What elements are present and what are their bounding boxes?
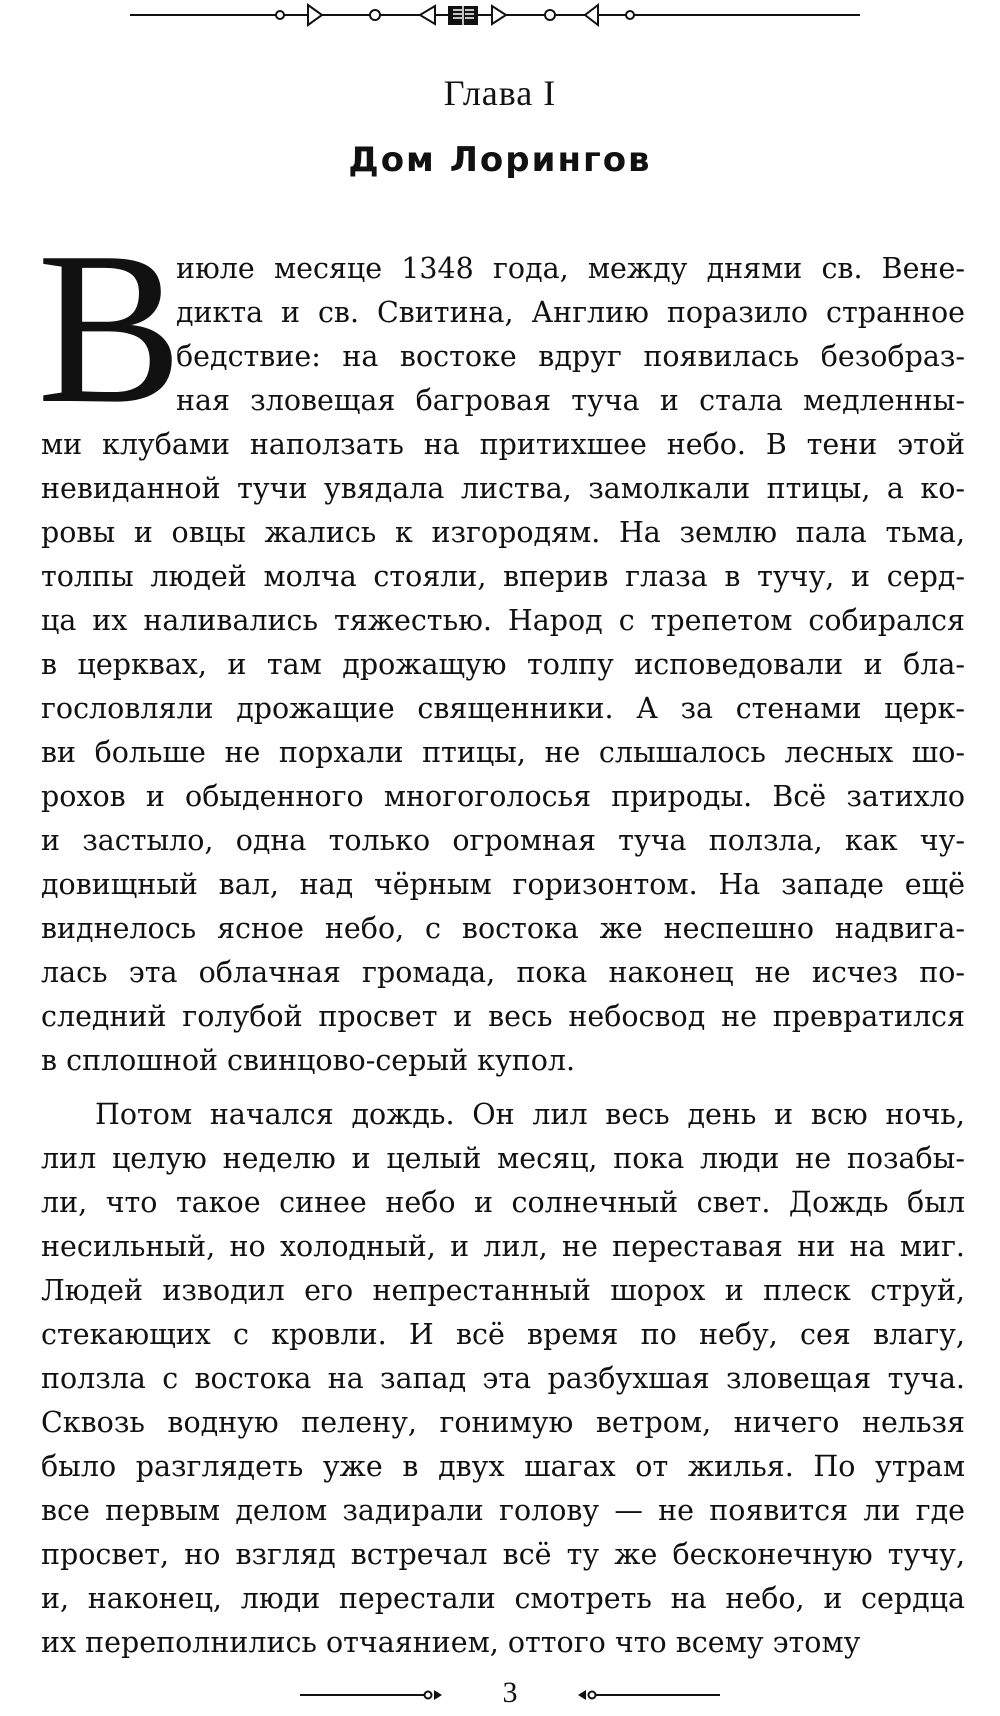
text-line: дикта и св. Свитина, Англию поразило странное <box>176 296 965 329</box>
page-number: 3 <box>502 1676 518 1709</box>
text-line: ли, что такое синее небо и солнечный свет. Дождь был <box>41 1186 965 1219</box>
text-line: лась эта облачная громада, пока наконец не исчез по- <box>41 956 965 989</box>
text-line: ровы и овцы жались к изгородям. На землю пала тьма, <box>41 516 965 549</box>
text-line: ца их наливались тяжестью. Народ с трепетом собирался <box>41 604 965 637</box>
text-line: толпы людей молча стояли, вперив глаза в тучу, и серд- <box>41 560 965 593</box>
chapter-number: Глава I <box>443 73 557 113</box>
paragraph-1 <box>37 208 965 1083</box>
text-line: Потом начался дождь. Он лил весь день и всю ночь, <box>95 1098 965 1131</box>
text-line: июле месяце 1348 года, между днями св. Вене- <box>176 252 965 285</box>
chapter-body <box>37 208 965 1665</box>
text-line: в сплошной свинцово-серый купол. <box>41 1044 576 1077</box>
text-line: ви больше не порхали птицы, не слышалось лесных шо- <box>41 736 965 769</box>
page-footer <box>300 1676 720 1710</box>
text-line: просвет, но взгляд встречал всё ту же бесконечную тучу, <box>41 1538 965 1571</box>
text-line: гословляли дрожащие священники. А за стенами церк- <box>41 692 965 725</box>
text-line: невиданной тучи увядала листва, замолкали птицы, а ко- <box>41 472 965 505</box>
book-icon <box>448 6 478 25</box>
text-line: ная зловещая багровая туча и стала медленны- <box>176 384 965 417</box>
drop-cap: В <box>37 208 183 449</box>
text-line: все первым делом задирали голову — не появится ли где <box>41 1494 965 1527</box>
text-line: и застыло, одна только огромная туча ползла, как чу- <box>41 824 965 857</box>
text-line: Сквозь водную пелену, гонимую ветром, ничего нельзя <box>41 1406 965 1439</box>
text-line: Людей изводил его непрестанный шорох и плеск струй, <box>41 1274 965 1307</box>
text-line: следний голубой просвет и весь небосвод не превратился <box>41 1000 965 1033</box>
text-line: их переполнились отчаянием, оттого что всему этому <box>41 1626 861 1659</box>
text-line: рохов и обыденного многоголосья природы. Всё затихло <box>41 780 965 813</box>
chapter-title: Дом Лорингов <box>348 140 652 180</box>
text-line: несильный, но холодный, и лил, не переставая ни на миг. <box>41 1230 965 1263</box>
text-line: виднелось ясное небо, с востока же неспешно надвига- <box>41 912 965 945</box>
top-ornament <box>130 0 860 30</box>
text-line: ползла с востока на запад эта разбухшая зловещая туча. <box>41 1362 965 1395</box>
paragraph-2 <box>41 1093 965 1665</box>
text-line: стекающих с кровли. И всё время по небу, сея влагу, <box>41 1318 965 1351</box>
text-line: довищный вал, над чёрным горизонтом. На западе ещё <box>41 868 965 901</box>
text-line: и, наконец, люди перестали смотреть на небо, и сердца <box>41 1582 965 1615</box>
text-line: бедствие: на востоке вдруг появилась безобраз- <box>176 340 965 373</box>
text-line: было разглядеть уже в двух шагах от жилья. По утрам <box>41 1450 965 1483</box>
text-line: в церквах, и там дрожащую толпу исповедовали и бла- <box>41 648 965 681</box>
text-line: ми клубами наползать на притихшее небо. В тени этой <box>41 428 965 461</box>
text-line: лил целую неделю и целый месяц, пока люди не позабы- <box>41 1142 965 1175</box>
